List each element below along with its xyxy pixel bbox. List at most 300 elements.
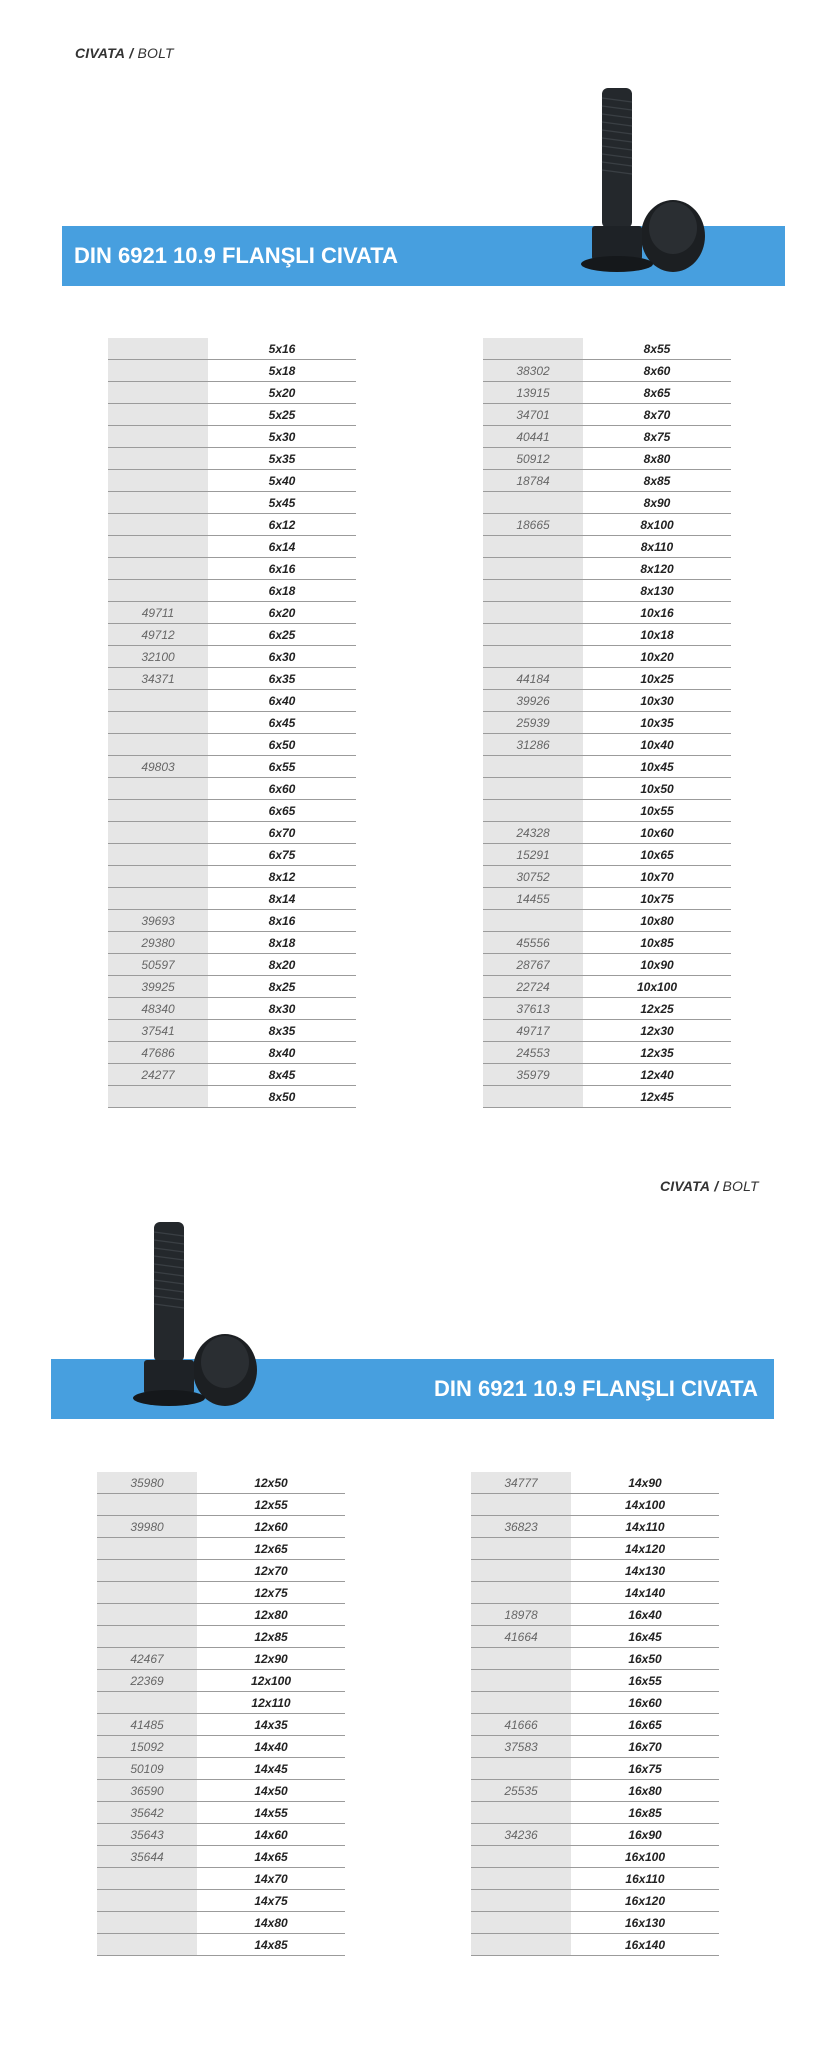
- table-row: [97, 1560, 345, 1582]
- bolt-size-cell: 10x35: [583, 712, 731, 734]
- bolt-size-cell: 14x70: [197, 1868, 345, 1890]
- product-code-cell: 41485: [97, 1714, 197, 1736]
- product-code-cell: [108, 822, 208, 844]
- table-row: [97, 1934, 345, 1956]
- table-row: [108, 382, 356, 404]
- product-code-cell: 18665: [483, 514, 583, 536]
- table-row: [108, 1020, 356, 1042]
- table-row: [97, 1692, 345, 1714]
- bolt-size-cell: 14x60: [197, 1824, 345, 1846]
- table-row: [471, 1516, 719, 1538]
- table-row: [108, 976, 356, 998]
- bolt-size-cell: 5x16: [208, 338, 356, 360]
- table-row: [483, 778, 731, 800]
- product-code-cell: [483, 646, 583, 668]
- product-table-left: [97, 1471, 345, 1956]
- table-row: [483, 492, 731, 514]
- table-row: [483, 514, 731, 536]
- table-row: [483, 360, 731, 382]
- product-code-cell: 30752: [483, 866, 583, 888]
- product-code-cell: 34777: [471, 1472, 571, 1494]
- breadcrumb: CIVATA / BOLT: [75, 45, 174, 61]
- bolt-size-cell: 14x140: [571, 1582, 719, 1604]
- table-row: [108, 404, 356, 426]
- product-code-cell: [471, 1890, 571, 1912]
- bolt-size-cell: 14x35: [197, 1714, 345, 1736]
- table-row: [97, 1824, 345, 1846]
- table-row: [108, 866, 356, 888]
- bolt-size-cell: 8x80: [583, 448, 731, 470]
- bolt-size-cell: 12x50: [197, 1472, 345, 1494]
- bolt-size-cell: 16x80: [571, 1780, 719, 1802]
- bolt-size-cell: 8x85: [583, 470, 731, 492]
- bolt-size-cell: 5x18: [208, 360, 356, 382]
- product-code-cell: 50912: [483, 448, 583, 470]
- bolt-size-cell: 5x45: [208, 492, 356, 514]
- table-row: [108, 800, 356, 822]
- bolt-size-cell: 14x110: [571, 1516, 719, 1538]
- table-row: [108, 932, 356, 954]
- table-row: [108, 426, 356, 448]
- catalog-section-2: [0, 1140, 838, 2048]
- product-code-cell: 44184: [483, 668, 583, 690]
- product-code-cell: 41664: [471, 1626, 571, 1648]
- bolt-size-cell: 12x75: [197, 1582, 345, 1604]
- bolt-size-cell: 12x85: [197, 1626, 345, 1648]
- product-code-cell: 22724: [483, 976, 583, 998]
- bolt-size-cell: 8x20: [208, 954, 356, 976]
- table-row: [97, 1846, 345, 1868]
- table-row: [108, 470, 356, 492]
- product-code-cell: [97, 1692, 197, 1714]
- product-code-cell: 45556: [483, 932, 583, 954]
- bolt-size-cell: 8x35: [208, 1020, 356, 1042]
- table-row: [108, 338, 356, 360]
- product-code-cell: [108, 734, 208, 756]
- product-code-cell: [108, 800, 208, 822]
- table-row: [483, 1086, 731, 1108]
- bolt-size-cell: 8x18: [208, 932, 356, 954]
- table-row: [483, 822, 731, 844]
- product-code-cell: 34371: [108, 668, 208, 690]
- table-row: [97, 1670, 345, 1692]
- bolt-size-cell: 6x16: [208, 558, 356, 580]
- bolt-size-cell: 8x65: [583, 382, 731, 404]
- table-row: [483, 888, 731, 910]
- table-row: [97, 1912, 345, 1934]
- product-code-cell: [471, 1560, 571, 1582]
- product-code-cell: [97, 1934, 197, 1956]
- table-row: [483, 580, 731, 602]
- product-code-cell: 37613: [483, 998, 583, 1020]
- table-row: [97, 1714, 345, 1736]
- bolt-size-cell: 10x65: [583, 844, 731, 866]
- flange-bolt-icon: [578, 86, 718, 286]
- table-row: [471, 1802, 719, 1824]
- table-row: [471, 1604, 719, 1626]
- product-code-cell: [97, 1890, 197, 1912]
- bolt-size-cell: 16x130: [571, 1912, 719, 1934]
- bolt-size-cell: 16x100: [571, 1846, 719, 1868]
- product-table-right: [483, 337, 731, 1108]
- table-row: [108, 822, 356, 844]
- table-row: [97, 1890, 345, 1912]
- bolt-size-cell: 16x140: [571, 1934, 719, 1956]
- bolt-size-cell: 14x40: [197, 1736, 345, 1758]
- product-code-cell: 32100: [108, 646, 208, 668]
- product-code-cell: 35643: [97, 1824, 197, 1846]
- product-code-cell: [483, 910, 583, 932]
- table-row: [483, 624, 731, 646]
- bolt-size-cell: 10x75: [583, 888, 731, 910]
- table-row: [483, 866, 731, 888]
- table-row: [97, 1494, 345, 1516]
- bolt-size-cell: 10x45: [583, 756, 731, 778]
- product-code-cell: 39693: [108, 910, 208, 932]
- bolt-size-cell: 12x65: [197, 1538, 345, 1560]
- table-row: [483, 976, 731, 998]
- table-row: [108, 844, 356, 866]
- bolt-size-cell: 8x16: [208, 910, 356, 932]
- product-code-cell: 31286: [483, 734, 583, 756]
- product-code-cell: [108, 690, 208, 712]
- product-code-cell: 36590: [97, 1780, 197, 1802]
- table-row: [471, 1626, 719, 1648]
- product-code-cell: 35644: [97, 1846, 197, 1868]
- bolt-size-cell: 6x14: [208, 536, 356, 558]
- product-code-cell: [108, 536, 208, 558]
- product-code-cell: [471, 1692, 571, 1714]
- table-row: [97, 1626, 345, 1648]
- product-code-cell: [471, 1494, 571, 1516]
- table-row: [471, 1692, 719, 1714]
- product-code-cell: [108, 888, 208, 910]
- bolt-size-cell: 10x70: [583, 866, 731, 888]
- bolt-size-cell: 14x65: [197, 1846, 345, 1868]
- bolt-size-cell: 6x65: [208, 800, 356, 822]
- table-row: [483, 338, 731, 360]
- product-code-cell: 25535: [471, 1780, 571, 1802]
- bolt-size-cell: 6x75: [208, 844, 356, 866]
- product-code-cell: [108, 1086, 208, 1108]
- product-code-cell: [471, 1868, 571, 1890]
- bolt-size-cell: 5x25: [208, 404, 356, 426]
- bolt-size-cell: 8x25: [208, 976, 356, 998]
- table-row: [108, 514, 356, 536]
- bolt-size-cell: 16x50: [571, 1648, 719, 1670]
- bolt-size-cell: 6x30: [208, 646, 356, 668]
- product-code-cell: [97, 1538, 197, 1560]
- product-code-cell: [108, 338, 208, 360]
- bolt-size-cell: 5x40: [208, 470, 356, 492]
- product-code-cell: 24553: [483, 1042, 583, 1064]
- product-code-cell: 47686: [108, 1042, 208, 1064]
- bolt-size-cell: 10x60: [583, 822, 731, 844]
- table-row: [483, 1042, 731, 1064]
- product-code-cell: 37583: [471, 1736, 571, 1758]
- product-code-cell: [483, 602, 583, 624]
- bolt-size-cell: 16x85: [571, 1802, 719, 1824]
- product-code-cell: [483, 338, 583, 360]
- table-row: [471, 1472, 719, 1494]
- bolt-size-cell: 10x50: [583, 778, 731, 800]
- table-row: [483, 734, 731, 756]
- bolt-size-cell: 16x120: [571, 1890, 719, 1912]
- product-code-cell: [483, 492, 583, 514]
- product-code-cell: 14455: [483, 888, 583, 910]
- bolt-size-cell: 12x55: [197, 1494, 345, 1516]
- table-row: [108, 602, 356, 624]
- bolt-size-cell: 6x45: [208, 712, 356, 734]
- product-code-cell: [483, 536, 583, 558]
- product-code-cell: [108, 580, 208, 602]
- product-code-cell: 24328: [483, 822, 583, 844]
- bolt-size-cell: 8x30: [208, 998, 356, 1020]
- bolt-size-cell: 10x25: [583, 668, 731, 690]
- product-code-cell: [108, 514, 208, 536]
- product-code-cell: [97, 1494, 197, 1516]
- product-code-cell: 29380: [108, 932, 208, 954]
- bolt-size-cell: 14x90: [571, 1472, 719, 1494]
- product-code-cell: [483, 800, 583, 822]
- bolt-size-cell: 8x100: [583, 514, 731, 536]
- table-row: [108, 536, 356, 558]
- bolt-size-cell: 10x16: [583, 602, 731, 624]
- bolt-size-cell: 10x40: [583, 734, 731, 756]
- product-code-cell: [471, 1802, 571, 1824]
- table-row: [471, 1868, 719, 1890]
- bolt-size-cell: 10x20: [583, 646, 731, 668]
- bolt-size-cell: 14x45: [197, 1758, 345, 1780]
- product-code-cell: [97, 1582, 197, 1604]
- bolt-size-cell: 16x90: [571, 1824, 719, 1846]
- table-row: [471, 1824, 719, 1846]
- product-code-cell: [108, 360, 208, 382]
- product-code-cell: [483, 778, 583, 800]
- bolt-size-cell: 12x60: [197, 1516, 345, 1538]
- table-row: [483, 426, 731, 448]
- table-row: [97, 1780, 345, 1802]
- product-code-cell: 42467: [97, 1648, 197, 1670]
- product-code-cell: 49712: [108, 624, 208, 646]
- bolt-size-cell: 5x35: [208, 448, 356, 470]
- breadcrumb: CIVATA / BOLT: [660, 1178, 759, 1194]
- bolt-size-cell: 12x90: [197, 1648, 345, 1670]
- product-code-cell: 49717: [483, 1020, 583, 1042]
- product-code-cell: 15291: [483, 844, 583, 866]
- table-row: [483, 910, 731, 932]
- bolt-size-cell: 6x40: [208, 690, 356, 712]
- table-row: [471, 1934, 719, 1956]
- bolt-size-cell: 10x80: [583, 910, 731, 932]
- table-row: [108, 448, 356, 470]
- table-row: [108, 668, 356, 690]
- product-table-right: [471, 1471, 719, 1956]
- table-row: [483, 382, 731, 404]
- bolt-size-cell: 12x35: [583, 1042, 731, 1064]
- bolt-size-cell: 8x45: [208, 1064, 356, 1086]
- product-code-cell: 50597: [108, 954, 208, 976]
- table-row: [108, 646, 356, 668]
- product-code-cell: [97, 1560, 197, 1582]
- table-row: [471, 1538, 719, 1560]
- table-row: [471, 1670, 719, 1692]
- bolt-size-cell: 8x110: [583, 536, 731, 558]
- bolt-size-cell: 16x110: [571, 1868, 719, 1890]
- bolt-size-cell: 12x80: [197, 1604, 345, 1626]
- product-code-cell: [471, 1758, 571, 1780]
- table-row: [471, 1912, 719, 1934]
- table-row: [471, 1846, 719, 1868]
- product-code-cell: [471, 1912, 571, 1934]
- table-row: [483, 536, 731, 558]
- product-code-cell: 39926: [483, 690, 583, 712]
- bolt-size-cell: 12x30: [583, 1020, 731, 1042]
- product-code-cell: [483, 624, 583, 646]
- bolt-size-cell: 14x80: [197, 1912, 345, 1934]
- table-row: [483, 404, 731, 426]
- table-row: [471, 1582, 719, 1604]
- product-code-cell: 13915: [483, 382, 583, 404]
- product-code-cell: 25939: [483, 712, 583, 734]
- product-code-cell: 49803: [108, 756, 208, 778]
- bolt-size-cell: 8x50: [208, 1086, 356, 1108]
- table-row: [97, 1472, 345, 1494]
- product-code-cell: 38302: [483, 360, 583, 382]
- bolt-size-cell: 6x20: [208, 602, 356, 624]
- product-code-cell: 49711: [108, 602, 208, 624]
- bolt-size-cell: 12x40: [583, 1064, 731, 1086]
- table-row: [97, 1538, 345, 1560]
- product-code-cell: [108, 778, 208, 800]
- table-row: [108, 756, 356, 778]
- table-row: [108, 712, 356, 734]
- bolt-size-cell: 14x75: [197, 1890, 345, 1912]
- bolt-size-cell: 8x60: [583, 360, 731, 382]
- bolt-size-cell: 12x45: [583, 1086, 731, 1108]
- bolt-size-cell: 14x130: [571, 1560, 719, 1582]
- product-code-cell: 18978: [471, 1604, 571, 1626]
- bolt-size-cell: 8x14: [208, 888, 356, 910]
- product-code-cell: 18784: [483, 470, 583, 492]
- table-row: [483, 690, 731, 712]
- table-row: [97, 1802, 345, 1824]
- product-code-cell: [108, 712, 208, 734]
- bolt-size-cell: 16x65: [571, 1714, 719, 1736]
- table-row: [471, 1780, 719, 1802]
- table-row: [471, 1648, 719, 1670]
- product-code-cell: 34236: [471, 1824, 571, 1846]
- product-code-cell: 28767: [483, 954, 583, 976]
- table-row: [483, 844, 731, 866]
- product-code-cell: [108, 558, 208, 580]
- table-row: [483, 954, 731, 976]
- bolt-size-cell: 16x70: [571, 1736, 719, 1758]
- page-title: DIN 6921 10.9 FLANŞLI CIVATA: [434, 1376, 758, 1401]
- table-row: [483, 756, 731, 778]
- table-row: [108, 734, 356, 756]
- table-row: [483, 998, 731, 1020]
- bolt-size-cell: 6x12: [208, 514, 356, 536]
- product-code-cell: 15092: [97, 1736, 197, 1758]
- table-row: [483, 1064, 731, 1086]
- table-row: [108, 888, 356, 910]
- table-row: [471, 1736, 719, 1758]
- product-code-cell: [97, 1626, 197, 1648]
- table-row: [483, 602, 731, 624]
- bolt-size-cell: 12x100: [197, 1670, 345, 1692]
- table-row: [108, 998, 356, 1020]
- product-code-cell: [108, 470, 208, 492]
- bolt-size-cell: 5x30: [208, 426, 356, 448]
- product-code-cell: [471, 1934, 571, 1956]
- product-code-cell: [108, 844, 208, 866]
- product-code-cell: [108, 448, 208, 470]
- table-row: [97, 1604, 345, 1626]
- product-code-cell: [471, 1648, 571, 1670]
- table-row: [483, 668, 731, 690]
- table-row: [483, 932, 731, 954]
- bolt-size-cell: 14x120: [571, 1538, 719, 1560]
- product-code-cell: 41666: [471, 1714, 571, 1736]
- product-code-cell: [471, 1538, 571, 1560]
- product-code-cell: 22369: [97, 1670, 197, 1692]
- product-code-cell: [108, 866, 208, 888]
- page-title: DIN 6921 10.9 FLANŞLI CIVATA: [74, 243, 398, 268]
- bolt-size-cell: 12x25: [583, 998, 731, 1020]
- bolt-size-cell: 14x50: [197, 1780, 345, 1802]
- bolt-size-cell: 12x70: [197, 1560, 345, 1582]
- product-code-cell: 48340: [108, 998, 208, 1020]
- product-code-cell: [108, 426, 208, 448]
- bolt-size-cell: 6x60: [208, 778, 356, 800]
- bolt-size-cell: 10x30: [583, 690, 731, 712]
- table-row: [108, 1042, 356, 1064]
- bolt-size-cell: 6x25: [208, 624, 356, 646]
- table-row: [97, 1648, 345, 1670]
- table-row: [483, 470, 731, 492]
- bolt-size-cell: 16x75: [571, 1758, 719, 1780]
- product-code-cell: [471, 1846, 571, 1868]
- product-code-cell: 34701: [483, 404, 583, 426]
- bolt-size-cell: 6x50: [208, 734, 356, 756]
- table-row: [97, 1868, 345, 1890]
- product-table-left: [108, 337, 356, 1108]
- bolt-size-cell: 16x60: [571, 1692, 719, 1714]
- bolt-size-cell: 6x55: [208, 756, 356, 778]
- product-code-cell: 35642: [97, 1802, 197, 1824]
- product-code-cell: 35979: [483, 1064, 583, 1086]
- product-code-cell: 39980: [97, 1516, 197, 1538]
- table-row: [97, 1582, 345, 1604]
- product-code-cell: 35980: [97, 1472, 197, 1494]
- table-row: [97, 1736, 345, 1758]
- product-code-cell: [471, 1670, 571, 1692]
- bolt-size-cell: 16x45: [571, 1626, 719, 1648]
- bolt-size-cell: 8x120: [583, 558, 731, 580]
- product-code-cell: 36823: [471, 1516, 571, 1538]
- bolt-size-cell: 6x35: [208, 668, 356, 690]
- table-row: [483, 800, 731, 822]
- bolt-size-cell: 10x18: [583, 624, 731, 646]
- product-code-cell: [108, 492, 208, 514]
- bolt-size-cell: 12x110: [197, 1692, 345, 1714]
- table-row: [108, 492, 356, 514]
- product-code-cell: 39925: [108, 976, 208, 998]
- product-code-cell: [483, 1086, 583, 1108]
- table-row: [483, 448, 731, 470]
- bolt-size-cell: 5x20: [208, 382, 356, 404]
